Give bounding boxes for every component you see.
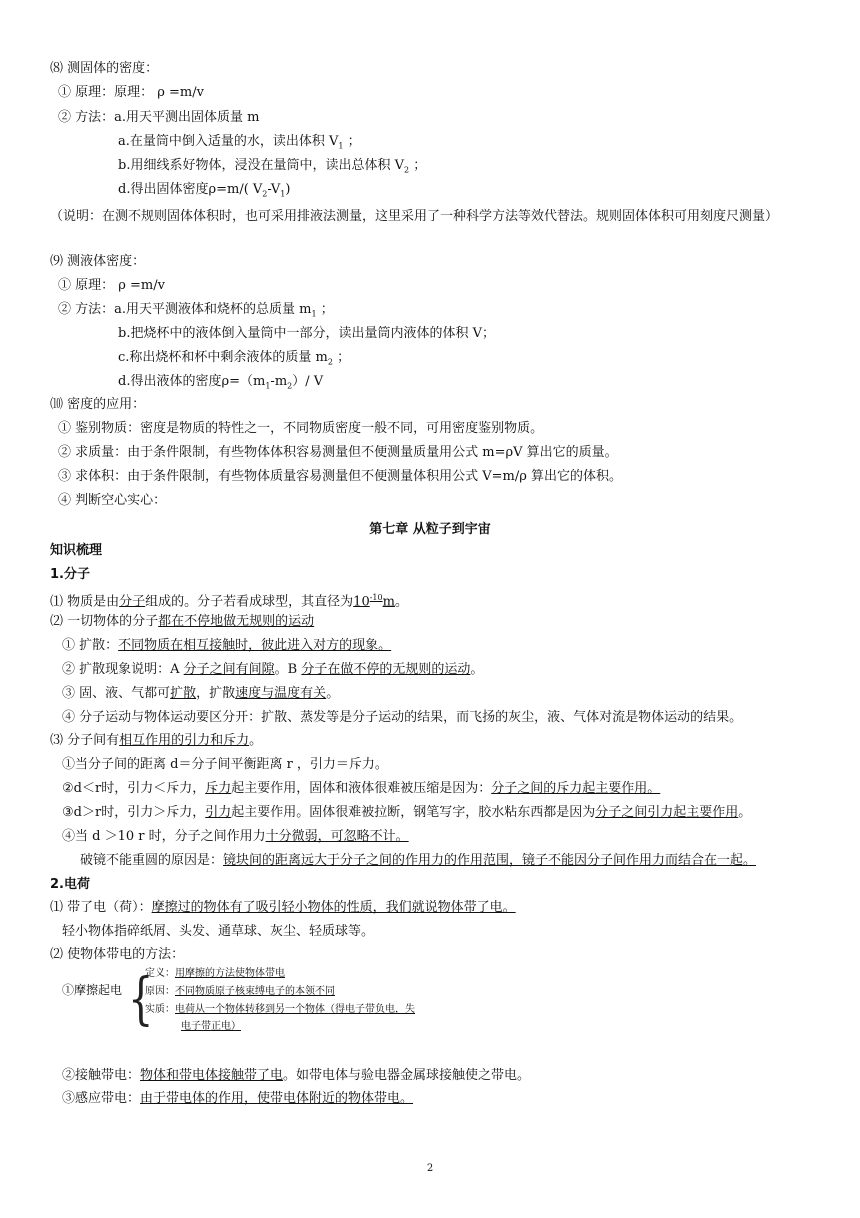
sec9-step-b: b.把烧杯中的液体倒入量筒中一部分，读出量筒内液体的体积 V；: [118, 326, 495, 341]
force-negligible: ④当 d ＞10 r 时，分子之间作用力十分微弱，可忽略不计。: [62, 829, 409, 844]
diffusion-states: ③ 固、液、气都可扩散，扩散速度与温度有关。: [62, 686, 340, 701]
charge-definition: ⑴ 带了电（荷）：摩擦过的物体有了吸引轻小物体的性质，我们就说物体带了电。: [50, 900, 516, 915]
force-attraction: ③d＞r时，引力＞斥力，引力起主要作用。固体很难被拉断，钢笔写字，胶水粘东西都是因为分子之间引力起主要作用。: [62, 805, 752, 820]
charging-methods: ⑵ 使物体带电的方法：: [50, 947, 185, 962]
diffusion-definition: ① 扩散：不同物质在相互接触时，彼此进入对方的现象。: [62, 638, 392, 653]
friction-essence: 实质：电荷从一个物体转移到另一个物体（得电子带负电，失: [145, 1004, 415, 1015]
sec9-title: ⑼ 测液体密度：: [50, 254, 146, 269]
sec10-item-1: ① 鉴别物质：密度是物质的特性之一，不同物质密度一般不同，可用密度鉴别物质。: [58, 421, 544, 436]
force-equilibrium: ①当分子间的距离 d＝分子间平衡距离 r ，引力＝斥力。: [62, 757, 388, 772]
force-repulsion: ②d＜r时，引力＜斥力，斥力起主要作用，固体和液体很难被压缩是因为：分子之间的斥力起主要作用。: [62, 781, 661, 796]
sec9-step-c: c.称出烧杯和杯中剩余液体的质量 $m_2$ ；: [118, 350, 351, 367]
molecular-vs-object-motion: ④ 分子运动与物体运动要区分开：扩散、蒸发等是分子运动的结果，而飞扬的灰尘，液、气体对流是物体运动的结果。: [62, 710, 743, 725]
friction-definition: 定义：用摩擦的方法使物体带电: [145, 968, 285, 979]
knowledge-heading: 知识梳理: [50, 543, 103, 558]
contact-charging: ②接触带电：物体和带电体接触带了电。如带电体与验电器金属球接触使之带电。: [62, 1068, 531, 1083]
friction-essence-cont: 电子带正电）: [181, 1021, 241, 1032]
friction-reason: 原因：不同物质原子核束缚电子的本领不同: [145, 986, 335, 997]
chapter-title: 第七章 从粒子到宇宙: [369, 522, 491, 537]
friction-label: ①摩擦起电: [62, 983, 123, 997]
sec8-step-d: d.得出固体密度ρ=m/( $V_2-V_1$): [118, 182, 291, 199]
diffusion-explanation: ② 扩散现象说明：A 分子之间有间隙。B 分子在做不停的无规则的运动。: [62, 662, 484, 677]
sec10-title: ⑽ 密度的应用：: [50, 397, 146, 412]
sec8-principle: ① 原理：原理： ρ =m/v: [58, 85, 204, 100]
molecule-line-2: ⑵ 一切物体的分子都在不停地做无规则的运动: [50, 614, 315, 629]
sec9-method: ② 方法：a.用天平测液体和烧杯的总质量 $m_1$ ；: [58, 302, 334, 319]
sec10-item-2: ② 求质量：由于条件限制，有些物体体积容易测量但不便测量质量用公式 m=ρV 算出它的质量。: [58, 445, 618, 460]
sec8-title: ⑻ 测固体的密度：: [50, 61, 159, 76]
molecule-heading: 1.分子: [50, 567, 90, 582]
page-number: 2: [426, 1163, 434, 1174]
sec9-principle: ① 原理： ρ =m/v: [58, 278, 165, 293]
sec8-step-a: a.在量筒中倒入适量的水，读出体积 $V_1$ ；: [118, 134, 361, 151]
broken-mirror: 破镜不能重圆的原因是：镜块间的距离远大于分子之间的作用力的作用范围，镜子不能因分子间作用力而结合在一起。: [80, 853, 757, 868]
charge-heading: 2.电荷: [50, 877, 90, 892]
molecule-line-3: ⑶ 分子间有相互作用的引力和斥力。: [50, 733, 263, 748]
sec8-note: （说明：在测不规则固体体积时，也可采用排液法测量，这里采用了一种科学方法等效代替法。规则固体体积可用刻度尺测量）: [50, 209, 779, 224]
sec8-step-b: b.用细线系好物体，浸没在量筒中，读出总体积 $V_2$ ；: [118, 158, 427, 175]
light-objects: 轻小物体指碎纸屑、头发、通草球、灰尘、轻质球等。: [62, 924, 375, 939]
sec10-item-3: ③ 求体积：由于条件限制，有些物体质量容易测量但不便测量体积用公式 V=m/ρ 算出它的体积。: [58, 469, 623, 484]
molecule-line-1: ⑴ 物质是由分子组成的。分子若看成球型，其直径为$10^{-10}m$。: [50, 593, 408, 610]
sec9-step-d: d.得出液体的密度$\rho=(m_1-m_2)/$ V: [118, 374, 324, 391]
induction-charging: ③感应带电：由于带电体的作用，使带电体附近的物体带电。: [62, 1091, 414, 1106]
sec10-item-4: ④ 判断空心实心：: [58, 493, 167, 508]
sec8-method: ② 方法：a.用天平测出固体质量 m: [58, 110, 260, 125]
brace-symbol: {: [128, 967, 154, 1032]
